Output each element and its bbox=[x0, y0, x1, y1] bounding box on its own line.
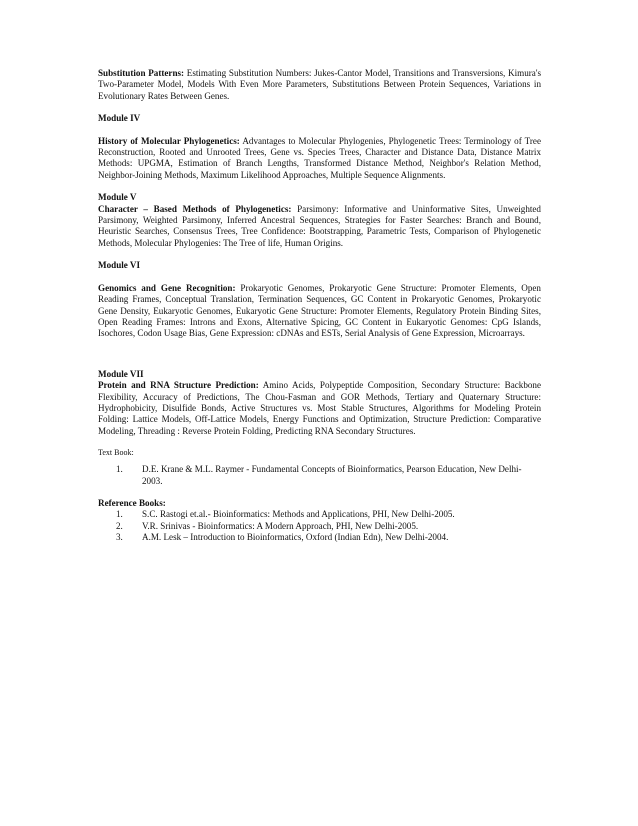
module-7-text: Amino Acids, Polypeptide Composition, Secondary Structure: Backbone Flexibility, Accuracy of Predictions, The Chou-Fasman and GOR Methods, Tertiary and Quaternary Structure: Hydrophobicity, Disulfide Bonds, Active Structures vs. Most Stable Structures, Algorithms for Modeling Protein Folding: Lattice Models, Off-Lattice Models, Energy Functions and Optimization, Structure Prediction: Comparative Modeling, Threading : Reverse Protein Folding, Predicting RNA Secondary Structures. bbox=[98, 380, 541, 436]
module-7-title: Protein and RNA Structure Prediction: bbox=[98, 380, 259, 391]
syllabus-page bbox=[98, 68, 541, 544]
module-4-text: Advantages to Molecular Phylogenies, Phylogenetic Trees: Terminology of Tree Reconstruction, Rooted and Unrooted Trees, Gene vs. Species Trees, Character and Distance Data, Distance Matrix Methods: UPGMA, Estimation of Branch Lengths, Transformed Distance Method, Neighbor's Relation Method, Neighbor-Joining Methods, Maximum Likelihood Approaches, Multiple Sequence Alignments. bbox=[98, 135, 541, 180]
module-5-text: Parsimony: Informative and Uninformative Sites, Unweighted Parsimony, Weighted Parsimony, Inferred Ancestral Sequences, Strategies for Faster Searches: Branch and Bound, Heuristic Searches, Consensus Trees, Tree Confidence: Bootstrapping, Parametric Tests, Comparison of Phylogenetic Methods, Molecular Phylogenies: The Tree of life, Human Origins. bbox=[98, 203, 541, 248]
list-item-text: S.C. Rastogi et.al.- Bioinformatics: Methods and Applications, PHI, New Delhi-2005. bbox=[142, 509, 455, 520]
module-7-paragraph bbox=[98, 380, 541, 437]
list-item bbox=[98, 521, 541, 532]
list-item-text: A.M. Lesk – Introduction to Bioinformatics, Oxford (Indian Edn), New Delhi-2004. bbox=[142, 532, 449, 543]
module-5-title: Character – Based Methods of Phylogenetics: bbox=[98, 203, 292, 214]
module-5-heading: Module V bbox=[98, 192, 137, 203]
module-4-paragraph bbox=[98, 136, 541, 182]
list-item bbox=[98, 464, 541, 487]
substitution-patterns-paragraph bbox=[98, 68, 541, 102]
reference-books-list bbox=[98, 509, 541, 543]
module-6-text: Prokaryotic Genomes, Prokaryotic Gene Structure: Promoter Elements, Open Reading Frames, Conceptual Translation, Termination Sequences, GC Content in Prokaryotic Genomes, Prokaryotic Gene Density, Eukaryotic Genomes, Eukaryotic Gene Structure: Promoter Elements, Regulatory Protein Binding Sites, Open Reading Frames: Introns and Exons, Alternative Spicing, GC Content in Eukaryotic Genomes: CpG Islands, Isochores, Codon Usage Bias, Gene Expression: cDNAs and ESTs, Serial Analysis of Gene Expression, Microarrays. bbox=[98, 282, 541, 339]
module-6-paragraph bbox=[98, 283, 541, 340]
list-item-number: 1. bbox=[116, 464, 123, 475]
list-item bbox=[98, 509, 541, 520]
module-7-heading: Module VII bbox=[98, 368, 144, 379]
module-6-heading: Module VI bbox=[98, 260, 141, 271]
list-item-number: 3. bbox=[116, 532, 123, 543]
list-item bbox=[98, 532, 541, 543]
substitution-patterns-text: Estimating Substitution Numbers: Jukes-Cantor Model, Transitions and Transversions, Kimura's Two-Parameter Model, Models With Even More Parameters, Substitutions Between Protein Sequences, Variations in Evolutionary Rates Between Genes. bbox=[98, 68, 541, 101]
list-item-number: 1. bbox=[116, 509, 123, 520]
list-item-number: 2. bbox=[116, 520, 123, 531]
substitution-patterns-title: Substitution Patterns: bbox=[98, 68, 185, 78]
module-4-title: History of Molecular Phylogenetics: bbox=[98, 135, 240, 146]
module-5-paragraph bbox=[98, 204, 541, 250]
module-6-title: Genomics and Gene Recognition: bbox=[98, 282, 236, 293]
reference-books-label: Reference Books: bbox=[98, 497, 166, 508]
list-item-text: V.R. Srinivas - Bioinformatics: A Modern Approach, PHI, New Delhi-2005. bbox=[142, 520, 419, 531]
text-book-list bbox=[98, 464, 541, 487]
module-4-heading: Module IV bbox=[98, 113, 141, 124]
list-item-text: D.E. Krane & M.L. Raymer - Fundamental Concepts of Bioinformatics, Pearson Education, New Delhi-2003. bbox=[142, 464, 522, 486]
text-book-label: Text Book: bbox=[98, 448, 134, 458]
